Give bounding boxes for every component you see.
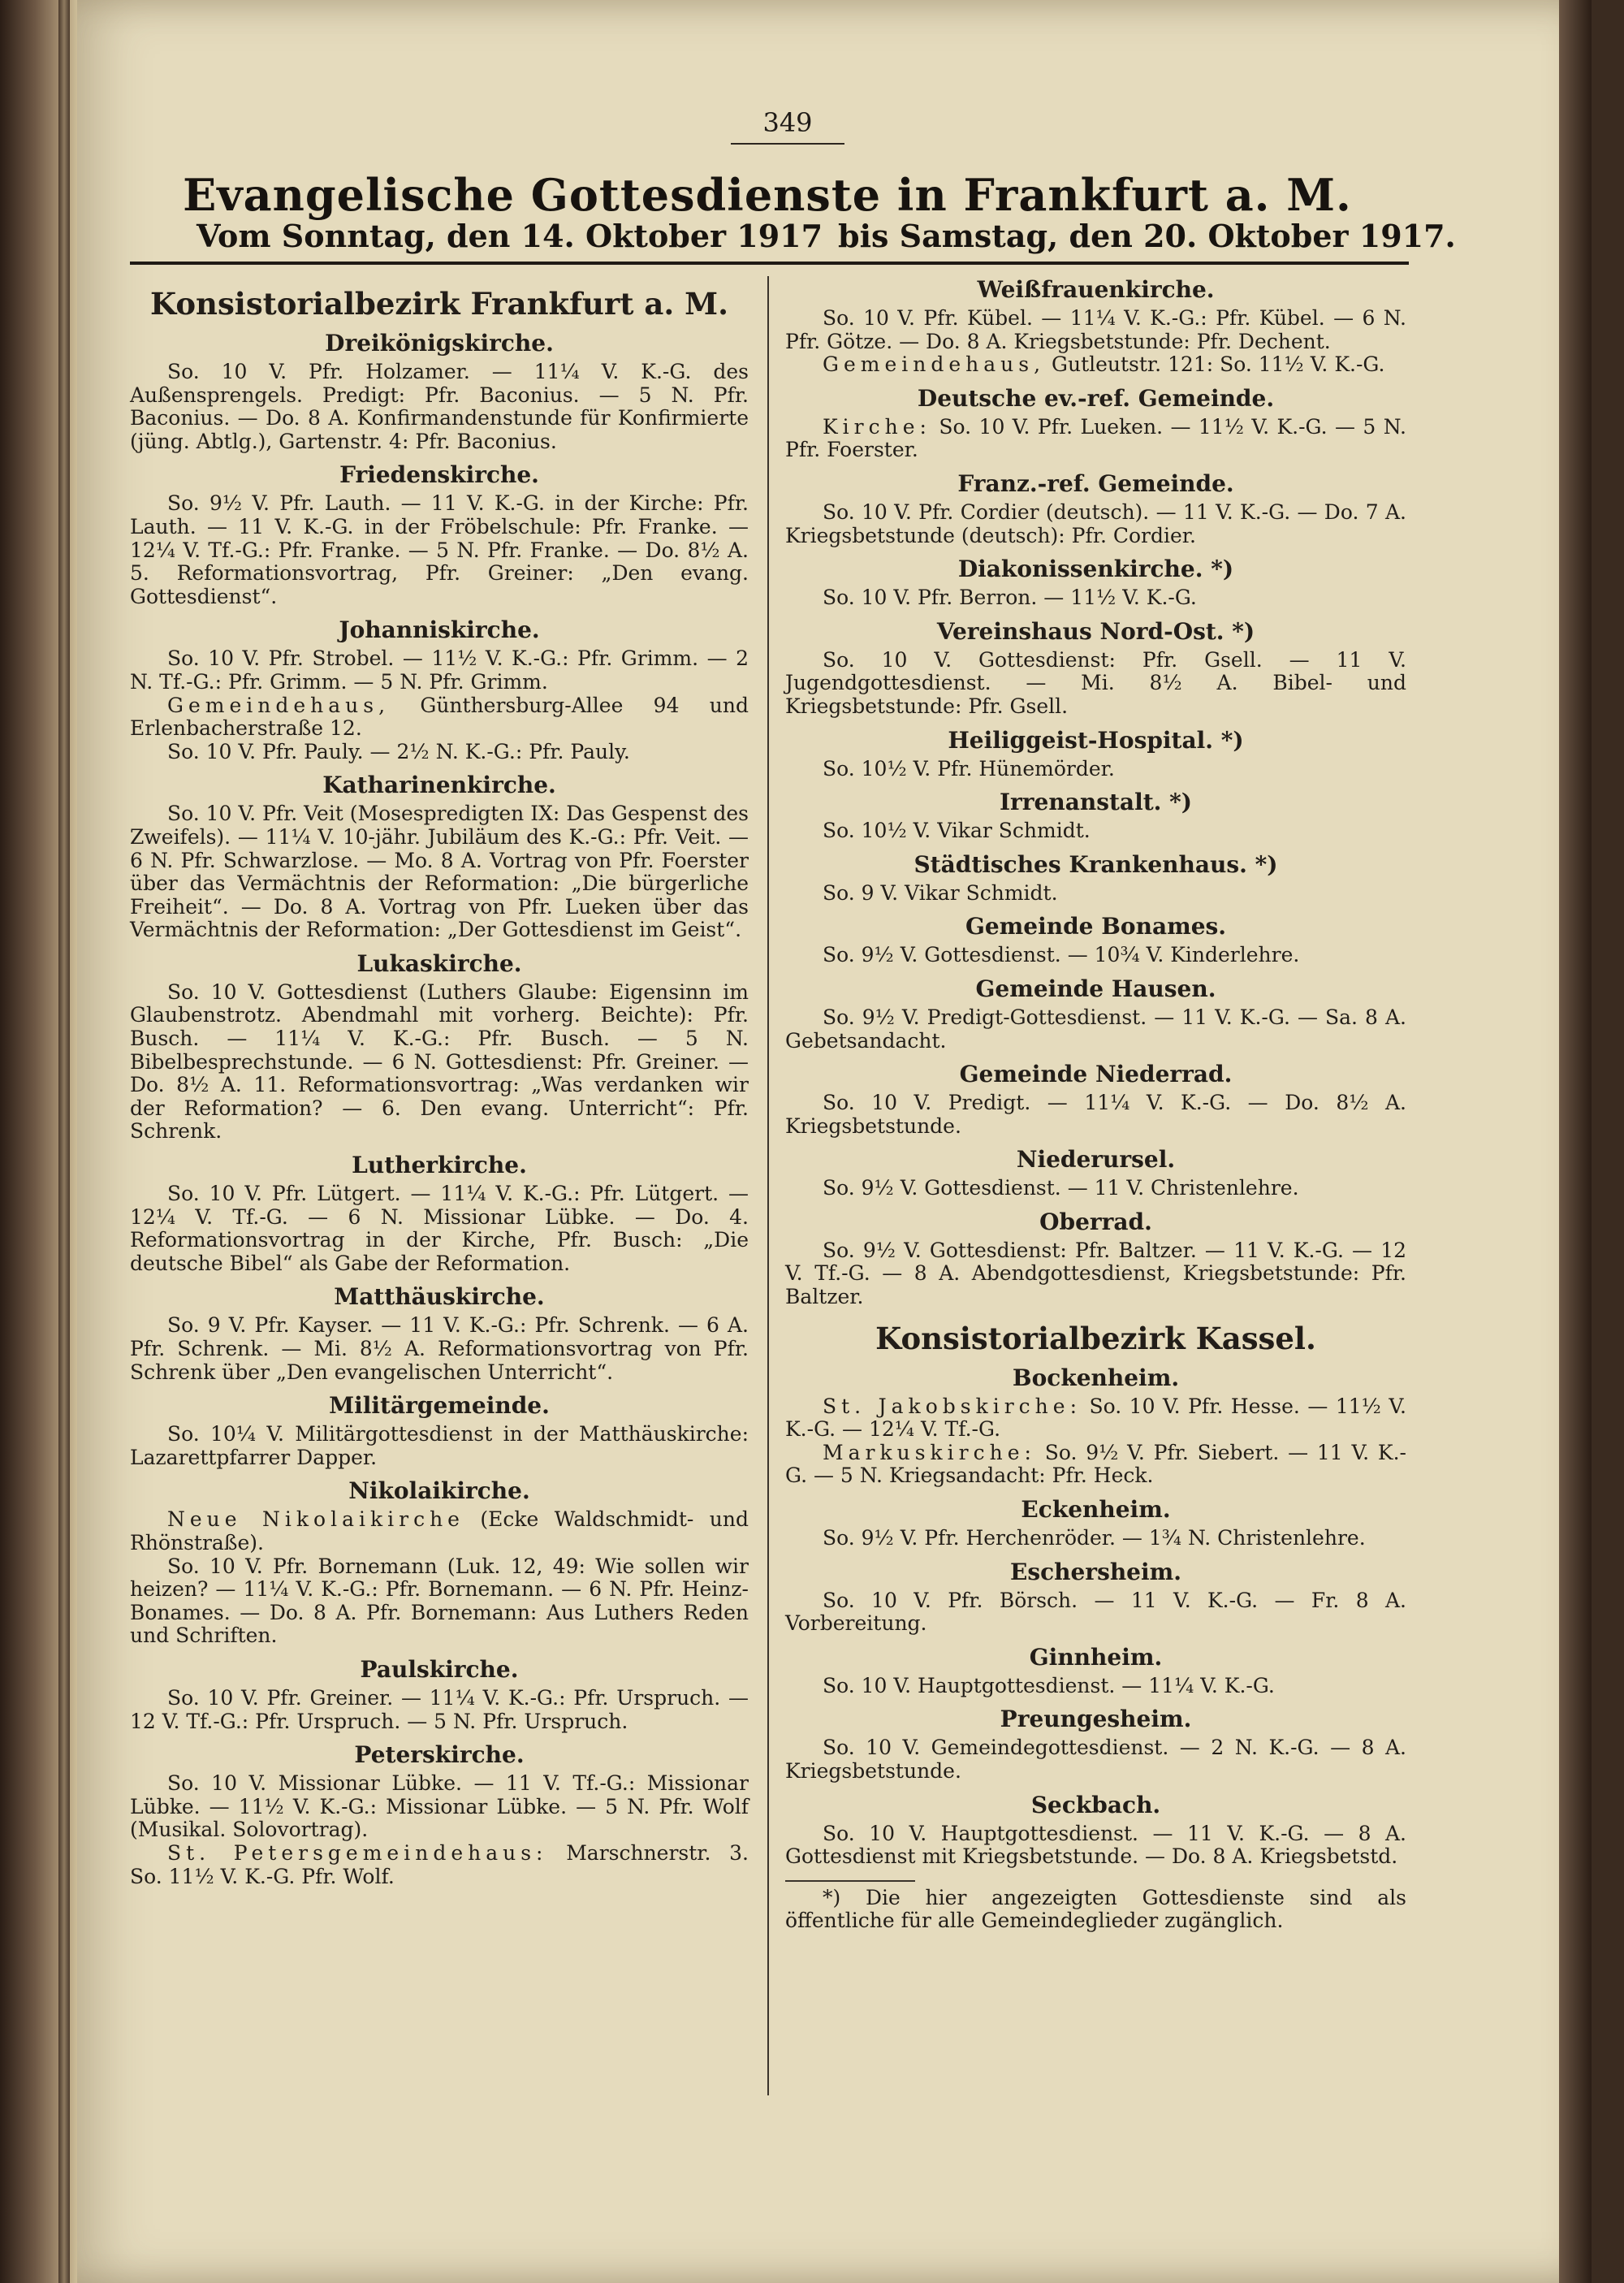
service-text [130, 1508, 749, 1554]
service-text: So. 9 V. Pfr. Kayser. — 11 V. K.-G.: Pfr. Schrenk. — 6 A. Pfr. Schrenk. — Mi. 8½ A. Reformationsvortrag von Pfr. Schrenk über „Den evangelischen Unterricht“. [130, 1313, 749, 1384]
church-heading: Seckbach. [1030, 1791, 1161, 1818]
service-text [130, 1842, 749, 1888]
church-heading: Franz.-ref. Gemeinde. [957, 469, 1234, 497]
service-text: So. 9½ V. Gottesdienst: Pfr. Baltzer. — 11 V. K.-G. — 12 V. Tf.-G. — 8 A. Abendgottesdienst, Kriegsbetstunde: Pfr. Baltzer. [785, 1238, 1406, 1309]
service-text-part: (Ecke Waldschmidt- und Rhönstraße). [130, 1507, 749, 1554]
service-text: So. 10 V. Hauptgottesdienst. — 11¼ V. K.-G. [823, 1673, 1275, 1697]
footnote: *) Die hier angezeigten Gottesdienste sind als öffentliche für alle Gemeindeglieder zugänglich. [785, 1885, 1406, 1933]
church-heading: Nikolaikirche. [348, 1477, 530, 1505]
service-text: So. 10½ V. Vikar Schmidt. [823, 819, 1091, 843]
church-heading: Katharinenkirche. [322, 772, 556, 799]
church-heading: Deutsche ev.-ref. Gemeinde. [917, 384, 1275, 412]
page-right-edge [1559, 0, 1592, 2283]
spaced-label: Gemeindehaus, [823, 352, 1046, 377]
service-text-part: Günthersburg-Allee 94 und Erlenbacherstraße 12. [130, 693, 749, 741]
church-heading: Gemeinde Niederrad. [959, 1061, 1233, 1088]
service-text: So. 10 V. Pfr. Veit (Mosespredigten IX: Das Gespenst des Zweifels). — 11¼ V. 10-jähr. Jubiläum des K.-G.: Pfr. Veit. — 6 N. Pfr. Schwarzlose. — Mo. 8 A. Vortrag von Pfr. Foerster über das Vermächtnis der Reformation: „Die bürgerliche Freiheit“. — Do. 8 A. Vortrag von Pfr. Lueken über das Vermächtnis der Reformation: „Der Gottesdienst im Geist“. [130, 802, 749, 942]
church-heading: Oberrad. [1039, 1208, 1152, 1235]
service-text: So. 10¼ V. Militärgottesdienst in der Matthäuskirche: Lazarettpfarrer Dapper. [130, 1422, 749, 1469]
service-text [785, 1395, 1406, 1442]
district-heading-kassel: Konsistorialbezirk Kassel. [875, 1320, 1316, 1356]
church-heading: Johanniskirche. [339, 616, 540, 644]
church-heading: Ginnheim. [1029, 1643, 1163, 1671]
service-text: So. 10 V. Pfr. Holzamer. — 11¼ V. K.-G. des Außensprengels. Predigt: Pfr. Baconius. — 5 N. Pfr. Baconius. — Do. 8 A. Konfirmandenstunde für Konfirmierte (jüng. Abtlg.), Gartenstr. 4: Pfr. Baconius. [130, 360, 749, 453]
church-heading: Bockenheim. [1012, 1364, 1180, 1391]
spaced-label: Neue Nikolaikirche [167, 1507, 464, 1532]
service-text [785, 1442, 1406, 1488]
church-heading: Heiliggeist-Hospital. *) [948, 726, 1244, 754]
service-text-part: Marschnerstr. 3. So. 11½ V. K.-G. Pfr. Wolf. [130, 1840, 749, 1888]
date-range-start: Vom Sonntag, den 14. Oktober 1917 [197, 218, 823, 254]
page-number-rule [731, 143, 844, 145]
service-text: So. 10 V. Missionar Lübke. — 11 V. Tf.-G.: Missionar Lübke. — 11½ V. K.-G.: Missionar Lübke. — 5 N. Pfr. Wolf (Musikal. Solovortrag). [130, 1771, 749, 1842]
church-heading: Eckenheim. [1021, 1496, 1171, 1524]
service-text: So. 10 V. Gottesdienst (Luthers Glaube: Eigensinn im Glaubenstrotz. Abendmahl mit vorherg. Beichte): Pfr. Busch. — 11¼ V. K.-G.: Pfr. Busch. — 5 N. Bibelbesprechstunde. — 6 N. Gottesdienst: Pfr. Greiner. — Do. 8½ A. 11. Reformationsvortrag: „Was verdanken wir der Reformation? — 6. Den evang. Unterricht“: Pfr. Schrenk. [130, 979, 749, 1144]
church-heading: Paulskirche. [360, 1655, 519, 1683]
service-text [130, 694, 749, 741]
church-heading: Vereinshaus Nord-Ost. *) [936, 617, 1255, 645]
service-text: So. 10 V. Gottesdienst: Pfr. Gsell. — 11 V. Jugendgottesdienst. — Mi. 8½ A. Bibel- und Kriegsbetstunde: Pfr. Gsell. [785, 647, 1406, 718]
service-text: So. 10 V. Pfr. Pauly. — 2½ N. K.-G.: Pfr. Pauly. [167, 739, 630, 763]
service-text: So. 10 V. Pfr. Berron. — 11½ V. K.-G. [823, 586, 1197, 610]
page-title: Evangelische Gottesdienste in Frankfurt a. M. [183, 169, 1352, 221]
church-heading: Gemeinde Bonames. [965, 913, 1227, 940]
service-text: So. 9 V. Vikar Schmidt. [823, 880, 1058, 905]
service-text: So. 10 V. Pfr. Kübel. — 11¼ V. K.-G.: Pfr. Kübel. — 6 N. Pfr. Götze. — Do. 8 A. Kriegsbetstunde: Pfr. Dechent. [785, 306, 1406, 353]
service-text: So. 9½ V. Gottesdienst. — 10¾ V. Kinderlehre. [823, 943, 1300, 967]
church-heading: Weißfrauenkirche. [977, 276, 1215, 303]
church-heading: Lukaskirche. [356, 949, 522, 977]
service-text-part: Gutleutstr. 121: So. 11½ V. K.-G. [1052, 352, 1385, 377]
binding-edge [58, 0, 70, 2283]
service-text: So. 9½ V. Predigt-Gottesdienst. — 11 V. K.-G. — Sa. 8 A. Gebetsandacht. [785, 1005, 1406, 1053]
spaced-label: St. Petersgemeindehaus: [167, 1840, 548, 1865]
service-text-part: So. 10 V. Pfr. Lueken. — 11½ V. K.-G. — 5 N. Pfr. Foerster. [785, 414, 1407, 462]
church-heading: Matthäuskirche. [334, 1283, 545, 1311]
spaced-label: Kirche: [823, 414, 931, 439]
page-number: 349 [762, 107, 813, 138]
service-text [785, 353, 1406, 377]
footnote-rule [785, 1880, 915, 1882]
church-heading: Städtisches Krankenhaus. *) [914, 850, 1278, 878]
service-text: So. 10 V. Predigt. — 11¼ V. K.-G. — Do. 8½ A. Kriegsbetstunde. [785, 1091, 1406, 1138]
church-heading: Gemeinde Hausen. [975, 975, 1216, 1002]
spaced-label: Gemeindehaus, [167, 693, 391, 717]
district-heading-frankfurt: Konsistorialbezirk Frankfurt a. M. [150, 286, 728, 322]
church-heading: Peterskirche. [354, 1741, 525, 1769]
spaced-label: Markuskirche: [823, 1440, 1036, 1464]
service-text-part: So. 9½ V. Pfr. Siebert. — 11 V. K.-G. — 5 N. Kriegsandacht: Pfr. Heck. [785, 1440, 1406, 1488]
church-heading: Niederursel. [1016, 1146, 1176, 1174]
church-heading: Militärgemeinde. [329, 1392, 550, 1420]
church-heading: Friedenskirche. [339, 461, 539, 489]
service-text: So. 9½ V. Gottesdienst. — 11 V. Christenlehre. [823, 1176, 1299, 1200]
church-heading: Irrenanstalt. *) [999, 789, 1193, 816]
church-heading: Lutherkirche. [352, 1152, 527, 1179]
service-text [785, 416, 1406, 462]
service-text: So. 10 V. Pfr. Bornemann (Luk. 12, 49: Wie sollen wir heizen? — 11¼ V. K.-G.: Pfr. Bornemann. — 6 N. Pfr. Heinz-Bonames. — Do. 8 A. Pfr. Bornemann: Aus Luthers Reden und Schriften. [130, 1554, 749, 1648]
right-column [785, 275, 1406, 1933]
service-text: So. 10 V. Pfr. Cordier (deutsch). — 11 V. K.-G. — Do. 7 A. Kriegsbetstunde (deutsch): Pfr. Cordier. [785, 499, 1406, 547]
service-text: So. 10 V. Gemeindegottesdienst. — 2 N. K.-G. — 8 A. Kriegsbetstunde. [785, 1736, 1406, 1783]
service-text: So. 10 V. Pfr. Lütgert. — 11¼ V. K.-G.: Pfr. Lütgert. — 12¼ V. Tf.-G. — 6 N. Missionar Lübke. — Do. 4. Reformationsvortrag in der Kirche, Pfr. Busch: „Die deutsche Bibel“ als Gabe der Reformation. [130, 1182, 749, 1275]
date-range-end: bis Samstag, den 20. Oktober 1917. [838, 218, 1456, 254]
church-heading: Preungesheim. [1000, 1706, 1192, 1733]
column-divider [767, 276, 769, 2095]
service-text: So. 9½ V. Pfr. Lauth. — 11 V. K.-G. in der Kirche: Pfr. Lauth. — 11 V. K.-G. in der Fröbelschule: Pfr. Franke. — 12¼ V. Tf.-G.: Pfr. Franke. — 5 N. Pfr. Franke. — Do. 8½ A. 5. Reformationsvortrag, Pfr. Greiner: „Den evang. Gottesdienst“. [130, 491, 749, 608]
left-column [130, 275, 749, 1888]
church-heading: Eschersheim. [1009, 1558, 1182, 1585]
service-text: So. 10 V. Pfr. Börsch. — 11 V. K.-G. — Fr. 8 A. Vorbereitung. [785, 1588, 1406, 1636]
church-heading: Diakonissenkirche. *) [957, 556, 1234, 583]
church-heading: Dreikönigskirche. [325, 330, 554, 357]
service-text: So. 10 V. Pfr. Greiner. — 11¼ V. K.-G.: Pfr. Urspruch. — 12 V. Tf.-G.: Pfr. Urspruch. — 5 N. Pfr. Urspruch. [130, 1685, 749, 1733]
service-text-part: So. 10 V. Pfr. Hesse. — 11½ V. K.-G. — 12¼ V. Tf.-G. [785, 1394, 1406, 1442]
service-text: So. 10½ V. Pfr. Hünemörder. [823, 756, 1115, 780]
spaced-label: St. Jakobskirche: [823, 1394, 1082, 1418]
header-rule [130, 262, 1409, 265]
service-text: So. 9½ V. Pfr. Herchenröder. — 1¾ N. Christenlehre. [823, 1526, 1366, 1550]
service-text: So. 10 V. Hauptgottesdienst. — 11 V. K.-G. — 8 A. Gottesdienst mit Kriegsbetstunde. — Do. 8 A. Kriegsbetstd. [785, 1821, 1406, 1869]
service-text: So. 10 V. Pfr. Strobel. — 11½ V. K.-G.: Pfr. Grimm. — 2 N. Tf.-G.: Pfr. Grimm. — 5 N. Pfr. Grimm. [130, 646, 749, 694]
